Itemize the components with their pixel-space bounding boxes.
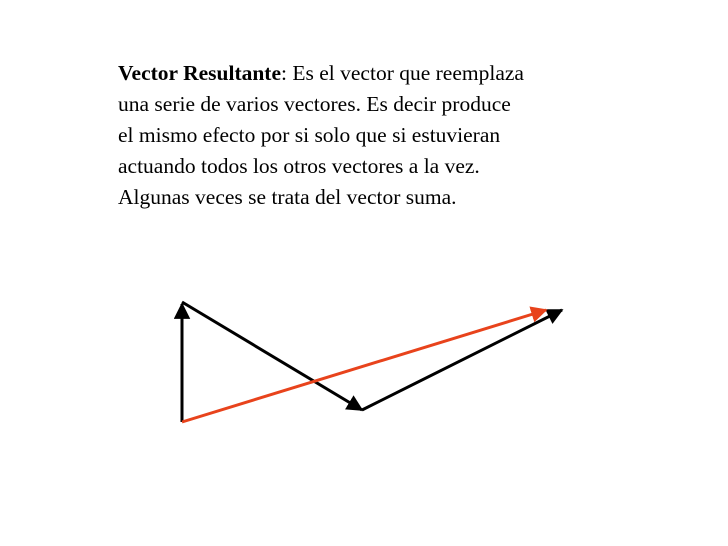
resultant-vector (182, 310, 546, 422)
definition-line-3: el mismo efecto por si solo que si estuvieran (118, 123, 501, 147)
definition-line-1: Es el vector que reemplaza (292, 61, 524, 85)
definition-line-2: una serie de varios vectores. Es decir produce (118, 92, 511, 116)
definition-line-5: Algunas veces se trata del vector suma. (118, 185, 457, 209)
definition-separator: : (281, 61, 293, 85)
definition-line-4: actuando todos los otros vectores a la vez. (118, 154, 480, 178)
definition-term: Vector Resultante (118, 61, 282, 85)
vector-3 (362, 310, 562, 410)
